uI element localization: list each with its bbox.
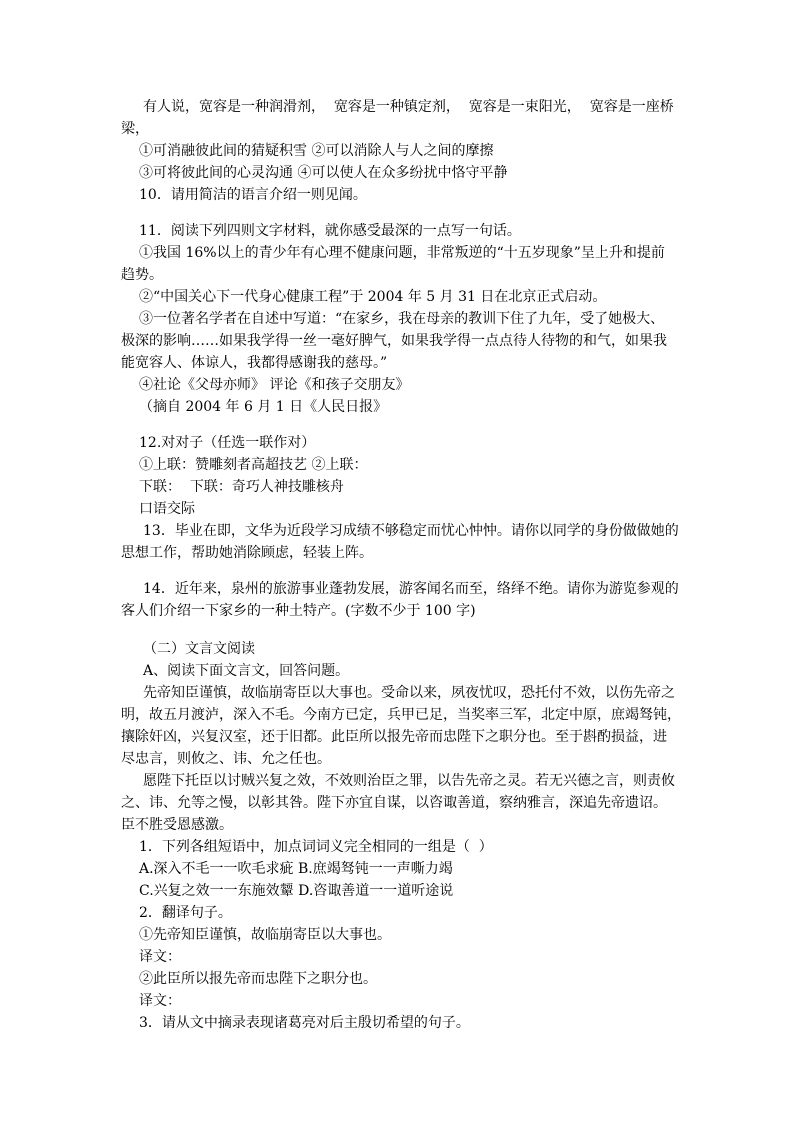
question-13-line2: 思想工作，帮助她消除顾虑，轻装上阵。	[121, 545, 373, 561]
classical-q1-options-ab: A.深入不毛一一吹毛求疵 B.庶竭驽钝一一声嘶力竭	[139, 861, 453, 877]
classical-p1-line4: 尽忠言，则攸之、讳、允之任也。	[121, 751, 331, 767]
q11-material-3-line1: ③一位著名学者在自述中写道：“在家乡，我在母亲的教训下住了九年，受了她极大、	[139, 311, 665, 327]
classical-p1-line3: 攘除奸凶，兴复汉室，还于旧都。此臣所以报先帝而忠陛下之职分也。至于斟酌损益，进	[121, 729, 667, 745]
classical-q1-options-cd: C.兴复之效一一东施效颦 D.咨诹善道一一道听途说	[139, 883, 454, 899]
q11-material-1-line2: 趋势。	[121, 267, 163, 283]
passage-kuanrong-line2: 梁，	[121, 121, 149, 137]
classical-question-2: 2．翻译句子。	[139, 905, 232, 921]
q11-material-3-line2: 极深的影响……如果我学得一丝一毫好脾气，如果我学得一点点待人待物的和气，如果我	[121, 333, 667, 349]
question-13-line1: 13．毕业在即，文华为近段学习成绩不够稳定而忧心忡忡。请你以同学的身份做做她的	[143, 523, 679, 539]
classical-question-1: 1．下列各组短语中，加点词词义完全相同的一组是（ ）	[139, 839, 493, 855]
q11-source: （摘自 2004 年 6 月 1 日《人民日报》	[139, 399, 388, 415]
passage-kuanrong-line1: 有人说，宽容是一种润滑剂， 宽容是一种镇定剂， 宽容是一束阳光， 宽容是一座桥	[143, 99, 674, 115]
classical-p1-line1: 先帝知臣谨慎，故临崩寄臣以大事也。受命以来，夙夜忧叹，恐托付不效，以伤先帝之	[143, 685, 675, 701]
section-a-title: A、阅读下面文言文，回答问题。	[143, 663, 350, 679]
q12-lower-couplets: 下联： 下联：奇巧人神技雕核舟	[139, 479, 344, 495]
q12-upper-couplets: ①上联：赞雕刻者高超技艺 ②上联：	[139, 457, 368, 473]
classical-q2-sentence-2: ②此臣所以报先帝而忠陛下之职分也。	[139, 971, 377, 987]
question-12: 12.对对子（任选一联作对）	[139, 435, 316, 451]
options-1-2: ①可消融彼此间的猜疑积雪 ②可以消除人与人之间的摩擦	[139, 143, 494, 159]
classical-q2-translation-1-label: 译文：	[139, 949, 181, 965]
classical-p2-line2: 之、讳、允等之慢，以彰其咎。陛下亦宜自谋，以咨诹善道，察纳雅言，深追先帝遗诏。	[121, 795, 667, 811]
q11-material-3-line3: 能宽容人、体谅人，我都得感谢我的慈母。”	[121, 355, 388, 371]
classical-q2-sentence-1: ①先帝知臣谨慎，故临崩寄臣以大事也。	[139, 927, 391, 943]
q11-material-2: ②“中国关心下一代身心健康工程”于 2004 年 5 月 31 日在北京正式启动。	[139, 289, 607, 305]
classical-p2-line1: 愿陛下托臣以讨贼兴复之效，不效则治臣之罪，以告先帝之灵。若无兴德之言，则责攸	[143, 773, 675, 789]
question-11: 11．阅读下列四则文字材料，就你感受最深的一点写一句话。	[139, 223, 521, 239]
q11-material-4: ④社论《父母亦师》 评论《和孩子交朋友》	[139, 377, 410, 393]
classical-p2-line3: 臣不胜受恩感激。	[121, 817, 233, 833]
section-classical-reading: （二）文言文阅读	[143, 641, 255, 657]
classical-question-3: 3．请从文中摘录表现诸葛亮对后主殷切希望的句子。	[139, 1015, 470, 1031]
q11-material-1-line1: ①我国 16%以上的青少年有心理不健康问题，非常叛逆的“十五岁现象”呈上升和提前	[139, 245, 665, 261]
section-oral-communication: 口语交际	[139, 501, 195, 517]
options-3-4: ③可将彼此间的心灵沟通 ④可以使人在众多纷扰中恪守平静	[139, 165, 508, 181]
classical-p1-line2: 明，故五月渡泸，深入不毛。今南方已定，兵甲已足，当奖率三军，北定中原，庶竭驽钝，	[121, 707, 681, 723]
question-14-line2: 客人们介绍一下家乡的一种土特产。(字数不少于 100 字)	[121, 603, 476, 619]
question-10: 10．请用简洁的语言介绍一则见闻。	[139, 187, 367, 203]
classical-q2-translation-2-label: 译文：	[139, 993, 181, 1009]
question-14-line1: 14．近年来，泉州的旅游事业蓬勃发展，游客闻名而至，络绎不绝。请你为游览参观的	[143, 581, 679, 597]
